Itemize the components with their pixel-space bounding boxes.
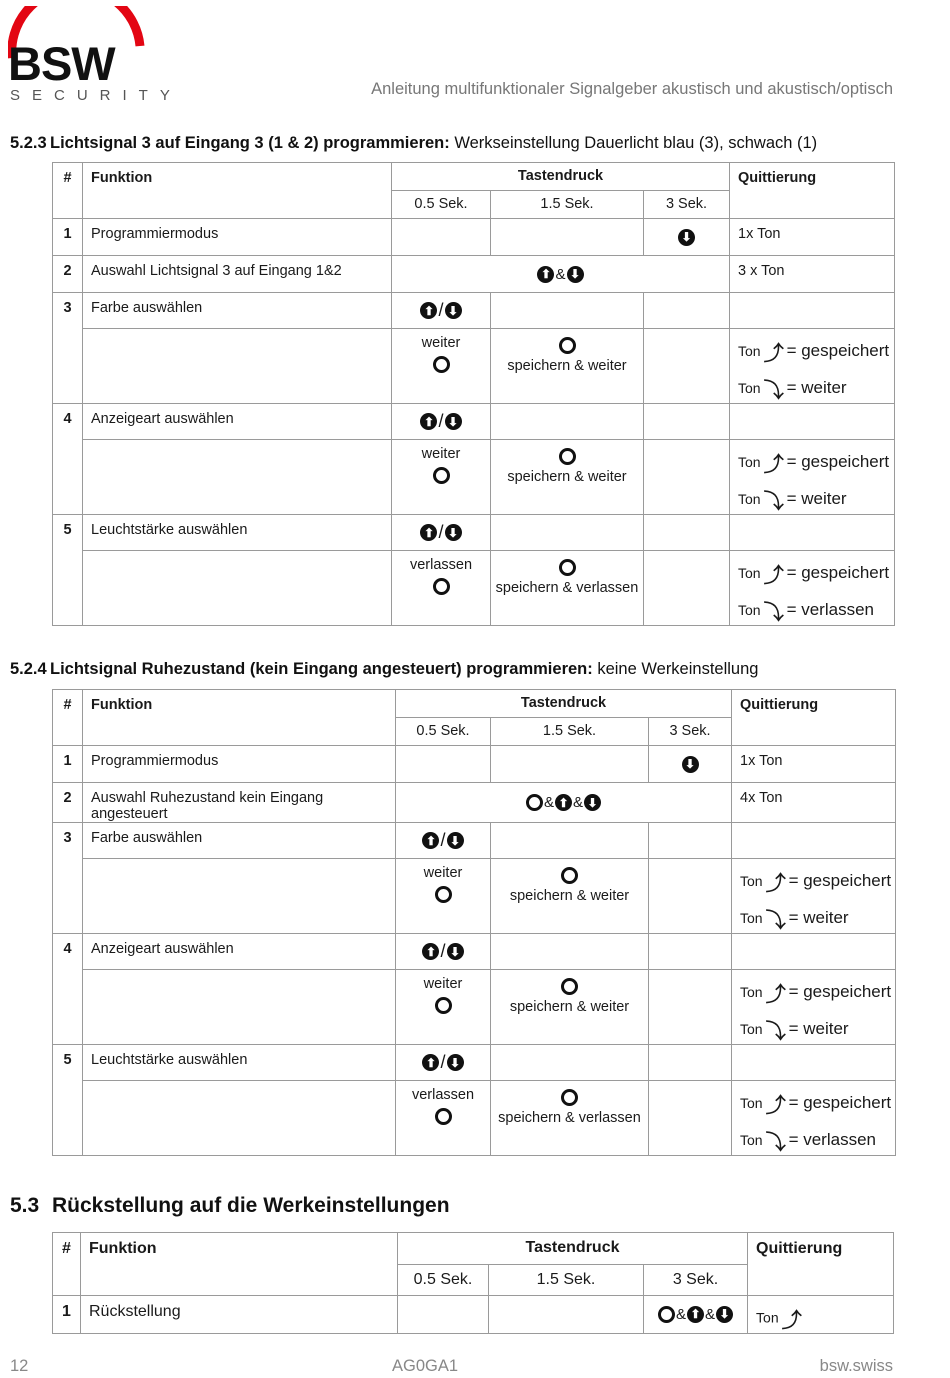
header-ack: Quittierung: [732, 690, 896, 746]
table-524: # Funktion Tastendruck Quittierung 0.5 Sek. 1.5 Sek. 3 Sek. 1 Programmiermodus ⬇ 1x Ton 2 Auswahl Ruhezustand kein Eingang angesteuert & ⬆ & ⬇ 4x Ton 3 Farbe auswählen ⬆ / ⬇ weiter speichern & weiter Ton ⤴ = gespeichert Ton ⤵ = weiter 4 Anzeigeart auswählen ⬆ / ⬇ weiter speichern & weiter Ton ⤴ = gespeichert Ton ⤵ = weiter 5 Leuchtstärke auswählen ⬆ / ⬇ verlassen speichern & verlassen Ton ⤴ = gespeichert Ton ⤵ = verlassen: [52, 689, 896, 1156]
tone-rising-arrow-icon: ⤴: [765, 984, 786, 1006]
down-arrow-circle-icon: ⬇: [447, 943, 464, 960]
up-arrow-circle-icon: ⬆: [422, 1054, 439, 1071]
tone-rising-arrow-icon: ⤴: [763, 343, 784, 365]
row-label: Anzeigeart auswählen: [83, 934, 396, 970]
header-t05: 0.5 Sek.: [396, 718, 491, 746]
option-text: speichern & weiter: [509, 999, 630, 1015]
header-function: Funktion: [81, 1233, 398, 1296]
down-arrow-circle-icon: ⬇: [716, 1306, 733, 1323]
down-arrow-circle-icon: ⬇: [447, 832, 464, 849]
tone-falling-arrow-icon: ⤵: [763, 491, 784, 513]
down-arrow-circle-icon: ⬇: [567, 266, 584, 283]
row-num: 5: [53, 1045, 83, 1156]
section-title-rest: Werkseinstellung Dauerlicht blau (3), schwach (1): [449, 134, 818, 152]
down-arrow-circle-icon: ⬇: [445, 524, 462, 541]
center-ring-icon: [435, 886, 452, 903]
up-arrow-circle-icon: ⬆: [687, 1306, 704, 1323]
center-ring-icon: [435, 997, 452, 1014]
header-num: #: [53, 163, 83, 219]
row-label: Farbe auswählen: [83, 823, 396, 859]
row-num: 3: [53, 293, 83, 404]
header-t3: 3 Sek.: [644, 191, 730, 219]
header-t15: 1.5 Sek.: [491, 718, 649, 746]
row-num: 1: [53, 746, 83, 783]
center-ring-icon: [526, 794, 543, 811]
section-title-rest: keine Werkeinstellung: [592, 660, 759, 678]
option-text: weiter: [423, 865, 463, 881]
center-ring-icon: [561, 867, 578, 884]
option-text: verlassen: [411, 1087, 475, 1103]
section-title-bold: Lichtsignal Ruhezustand (kein Eingang angesteuert) programmieren:: [50, 660, 593, 678]
center-ring-icon: [433, 578, 450, 595]
option-text: weiter: [421, 335, 461, 351]
center-ring-icon: [561, 1089, 578, 1106]
website-link[interactable]: bsw.swiss: [819, 1357, 893, 1375]
row-num: 2: [53, 783, 83, 823]
table-53: # Funktion Tastendruck Quittierung 0.5 Sek. 1.5 Sek. 3 Sek. 1 Rückstellung & ⬆ & ⬇ Ton ⤴: [52, 1232, 894, 1334]
table-523: # Funktion Tastendruck Quittierung 0.5 Sek. 1.5 Sek. 3 Sek. 1 Programmiermodus ⬇ 1x Ton 2 Auswahl Lichtsignal 3 auf Eingang 1&2 ⬆ & ⬇ 3 x Ton 3 Farbe auswählen ⬆ / ⬇ weiter speichern & weiter Ton ⤴ = gespeichert Ton ⤵ = weiter 4 Anzeigeart auswählen ⬆ / ⬇ weiter speichern & weiter Ton ⤴ = gespeichert Ton ⤵ = weiter 5 Leuchtstärke auswählen ⬆ / ⬇ verlassen speichern & verlassen Ton ⤴ = gespeichert Ton ⤵ = verlassen: [52, 162, 895, 626]
header-function: Funktion: [83, 690, 396, 746]
option-text: weiter: [421, 446, 461, 462]
header-num: #: [53, 1233, 81, 1296]
up-arrow-circle-icon: ⬆: [422, 943, 439, 960]
option-text: speichern & weiter: [509, 888, 630, 904]
header-t05: 0.5 Sek.: [398, 1265, 489, 1296]
header-ack: Quittierung: [748, 1233, 894, 1296]
row-label: Rückstellung: [81, 1296, 398, 1334]
tone-falling-arrow-icon: ⤵: [765, 1132, 786, 1154]
section-523-heading: [10, 134, 817, 153]
header-num: #: [53, 690, 83, 746]
down-arrow-circle-icon: ⬇: [445, 413, 462, 430]
header-ack: Quittierung: [730, 163, 895, 219]
option-text: speichern & weiter: [507, 469, 627, 485]
up-arrow-circle-icon: ⬆: [537, 266, 554, 283]
up-arrow-circle-icon: ⬆: [420, 524, 437, 541]
row-label: Anzeigeart auswählen: [83, 404, 392, 440]
section-number: 5.2.3: [10, 134, 47, 152]
header-t15: 1.5 Sek.: [491, 191, 644, 219]
row-num: 2: [53, 256, 83, 293]
option-text: verlassen: [409, 557, 473, 573]
header-keypress: Tastendruck: [392, 163, 730, 191]
row-num: 4: [53, 934, 83, 1045]
up-arrow-circle-icon: ⬆: [420, 413, 437, 430]
tone-falling-arrow-icon: ⤵: [763, 602, 784, 624]
row-label: Auswahl Lichtsignal 3 auf Eingang 1&2: [83, 256, 392, 293]
bsw-logo: [8, 6, 182, 104]
row-label: Farbe auswählen: [83, 293, 392, 329]
row-num: 1: [53, 219, 83, 256]
down-arrow-circle-icon: ⬇: [445, 302, 462, 319]
tone-falling-arrow-icon: ⤵: [765, 1021, 786, 1043]
row-label: Programmiermodus: [83, 219, 392, 256]
header-t15: 1.5 Sek.: [489, 1265, 644, 1296]
option-text: weiter: [423, 976, 463, 992]
row-label: Leuchtstärke auswählen: [83, 1045, 396, 1081]
center-ring-icon: [559, 448, 576, 465]
section-number: 5.2.4: [10, 660, 47, 678]
tone-rising-arrow-icon: ⤴: [763, 454, 784, 476]
page-number: 12: [10, 1357, 29, 1375]
row-num: 5: [53, 515, 83, 626]
up-arrow-circle-icon: ⬆: [555, 794, 572, 811]
tone-rising-arrow-icon: ⤴: [765, 1095, 786, 1117]
header-function: Funktion: [83, 163, 392, 219]
center-ring-icon: [559, 337, 576, 354]
down-arrow-circle-icon: ⬇: [447, 1054, 464, 1071]
down-arrow-circle-icon: ⬇: [584, 794, 601, 811]
option-text: speichern & verlassen: [498, 1110, 641, 1126]
up-arrow-circle-icon: ⬆: [422, 832, 439, 849]
option-text: speichern & verlassen: [495, 580, 639, 596]
tone-rising-arrow-icon: ⤴: [781, 1310, 802, 1332]
row-num: 4: [53, 404, 83, 515]
row-ack: 1x Ton: [730, 219, 895, 256]
logo-wordmark: BSW: [8, 37, 115, 90]
header-t3: 3 Sek.: [644, 1265, 748, 1296]
section-title: Rückstellung auf die Werkeinstellungen: [52, 1194, 450, 1217]
tone-rising-arrow-icon: ⤴: [763, 565, 784, 587]
header-t05: 0.5 Sek.: [392, 191, 491, 219]
tone-rising-arrow-icon: ⤴: [765, 873, 786, 895]
row-ack: 1x Ton: [732, 746, 896, 783]
row-label: Leuchtstärke auswählen: [83, 515, 392, 551]
row-ack: 4x Ton: [732, 783, 896, 823]
row-label: Auswahl Ruhezustand kein Eingang angesteuert: [83, 783, 396, 823]
center-ring-icon: [433, 356, 450, 373]
center-ring-icon: [435, 1108, 452, 1125]
down-arrow-circle-icon: ⬇: [678, 229, 695, 246]
logo-subtext: SECURITY: [10, 87, 182, 104]
down-arrow-circle-icon: ⬇: [682, 756, 699, 773]
row-label: Programmiermodus: [83, 746, 396, 783]
header-t3: 3 Sek.: [649, 718, 732, 746]
center-ring-icon: [433, 467, 450, 484]
section-524-heading: [10, 660, 758, 679]
row-num: 3: [53, 823, 83, 934]
row-ack: 3 x Ton: [730, 256, 895, 293]
section-number: 5.3: [10, 1194, 40, 1217]
document-code: AG0GA1: [392, 1357, 459, 1375]
tone-falling-arrow-icon: ⤵: [765, 910, 786, 932]
section-title-bold: Lichtsignal 3 auf Eingang 3 (1 & 2) programmieren:: [50, 134, 450, 152]
header-keypress: Tastendruck: [398, 1233, 748, 1265]
row-num: 1: [53, 1296, 81, 1334]
header-keypress: Tastendruck: [396, 690, 732, 718]
up-arrow-circle-icon: ⬆: [420, 302, 437, 319]
center-ring-icon: [658, 1306, 675, 1323]
center-ring-icon: [561, 978, 578, 995]
document-title: Anleitung multifunktionaler Signalgeber akustisch und akustisch/optisch: [371, 80, 893, 98]
option-text: speichern & weiter: [507, 358, 627, 374]
section-53-heading: [10, 1194, 450, 1218]
tone-falling-arrow-icon: ⤵: [763, 380, 784, 402]
center-ring-icon: [559, 559, 576, 576]
